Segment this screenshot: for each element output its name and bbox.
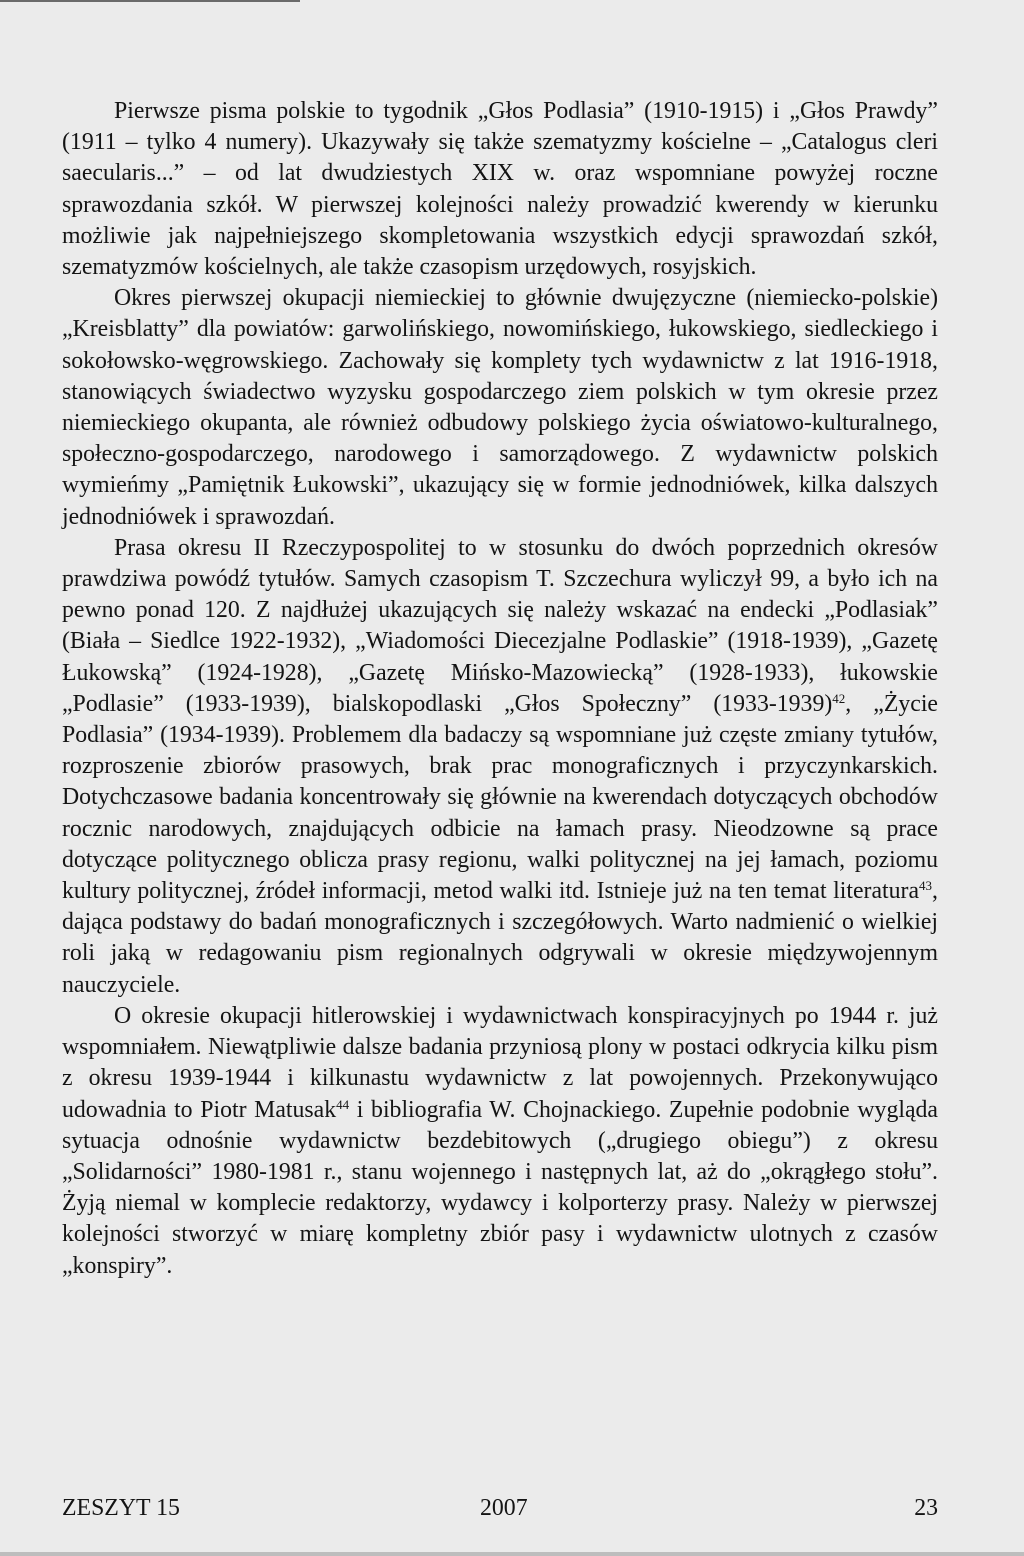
text-run: , „Życie Podlasia” (1934-1939). Problemem dla badaczy są wspomniane już częste zmiany tytułów, rozproszenie zbiorów prasowych, brak prac monograficznych i przyczynkarskich. Dotychczasowe badania koncentrowały się głównie na kwerendach dotyczących obchodów rocznic narodowych, znajdujących odbicie na łamach prasy. Nieodzowne są prace dotyczące politycznego oblicza prasy regionu, walki politycznej na jej łamach, poziomu kultury politycznej, źródeł informacji, metod walki itd. Istnieje już na ten temat literatura bbox=[62, 690, 938, 905]
scan-edge bbox=[0, 1552, 1024, 1556]
footnote-ref: 42 bbox=[832, 690, 846, 706]
top-rule bbox=[0, 0, 300, 2]
paragraph bbox=[62, 1001, 938, 1282]
text-run: i bibliografia W. Chojnackiego. Zupełnie podobnie wygląda sytuacja odnośnie wydawnictw bezdebitowych („drugiego obiegu”) z okresu „Solidarności” 1980-1981 r., stanu wojennego i następnych lat, aż do „okrągłego stołu”. Żyją niemal w komplecie redaktorzy, wydawcy i kolporterzy prasy. Należy w pierwszej kolejności stworzyć w miarę kompletny zbiór pasy i wydawnictw ulotnych z czasów „konspiry”. bbox=[62, 1096, 938, 1279]
publication-year: 2007 bbox=[480, 1495, 528, 1521]
body-text bbox=[62, 96, 938, 1282]
text-run: O okresie okupacji hitlerowskiej i wydawnictwach konspiracyjnych po 1944 r. już wspomniałem. Niewątpliwie dalsze badania przyniosą plony w postaci odkrycia kilku pism z okresu 1939-1944 i kilkunastu wydawnictw z lat powojennych. Przekonywująco udowadnia to Piotr Matusak bbox=[62, 1002, 938, 1123]
text-run: Pierwsze pisma polskie to tygodnik „Głos Podlasia” (1910-1915) i „Głos Prawdy” (1911 – tylko 4 numery). Ukazywały się także szematyzmy kościelne – „Catalogus cleri saecularis...” – od lat dwudziestych XIX w. oraz wspomniane powyżej roczne sprawozdania szkół. W pierwszej kolejności należy prowadzić kwerendy w kierunku możliwie jak najpełniejszego skompletowania wszystkich edycji sprawozdań szkół, szematyzmów kościelnych, ale także czasopism urzędowych, rosyjskich. bbox=[62, 98, 938, 281]
footnote-ref: 43 bbox=[919, 878, 933, 894]
footnote-ref: 44 bbox=[336, 1096, 350, 1112]
journal-issue: ZESZYT 15 bbox=[62, 1495, 180, 1521]
text-run: , dająca podstawy do badań monograficznych i szczegółowych. Warto nadmienić o wielkiej roli jaką w redagowaniu pism regionalnych odgrywali w okresie międzywojennym nauczyciele. bbox=[62, 878, 938, 998]
text-run: Okres pierwszej okupacji niemieckiej to głównie dwujęzyczne (niemiecko-polskie) „Kreisblatty” dla powiatów: garwolińskiego, nowomińskiego, łukowskiego, siedleckiego i sokołowsko-węgrowskiego. Zachowały się komplety tych wydawnictw z lat 1916-1918, stanowiących świadectwo wyzysku gospodarczego ziem polskich w tym okresie przez niemieckiego okupanta, ale również odbudowy polskiego życia oświatowo-kulturalnego, społeczno-gospodarczego, narodowego i samorządowego. Z wydawnictw polskich wymieńmy „Pamiętnik Łukowski”, ukazujący się w formie jednodniówek, kilka dalszych jednodniówek i sprawozdań. bbox=[62, 285, 938, 530]
paragraph bbox=[62, 533, 938, 1001]
paragraph bbox=[62, 283, 938, 533]
page-number: 23 bbox=[914, 1495, 938, 1521]
paragraph bbox=[62, 96, 938, 283]
text-run: Prasa okresu II Rzeczypospolitej to w stosunku do dwóch poprzednich okresów prawdziwa powódź tytułów. Samych czasopism T. Szczechura wyliczył 99, a było ich na pewno ponad 120. Z najdłużej ukazujących się należy wskazać na endecki „Podlasiak” (Biała – Siedlce 1922-1932), „Wiadomości Diecezjalne Podlaskie” (1918-1939), „Gazetę Łukowską” (1924-1928), „Gazetę Mińsko-Mazowiecką” (1928-1933), łukowskie „Podlasie” (1933-1939), bialskopodlaski „Głos Społeczny” (1933-1939) bbox=[62, 534, 938, 717]
